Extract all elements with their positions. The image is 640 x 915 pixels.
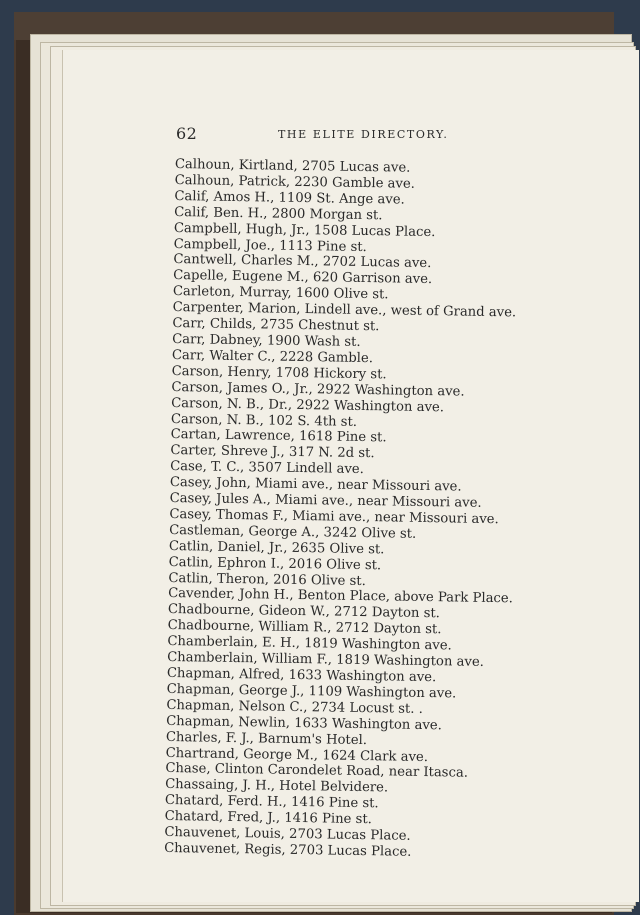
directory-entry: Chamberlain, William F., 1819 Washington ave. <box>167 650 484 671</box>
running-title: THE ELITE DIRECTORY. <box>278 128 449 141</box>
directory-entry: Chapman, Newlin, 1633 Washington ave. <box>166 713 442 733</box>
directory-entry: Chapman, Alfred, 1633 Washington ave. <box>166 665 437 686</box>
page-number: 62 <box>176 124 198 143</box>
directory-entry: Carson, James O., Jr., 2922 Washington ave. <box>171 379 465 400</box>
directory-entry: Chadbourne, William R., 2712 Dayton st. <box>167 618 442 638</box>
directory-entries <box>164 157 595 863</box>
directory-entry: Chadbourne, Gideon W., 2712 Dayton st. <box>167 602 441 622</box>
directory-entry: Catlin, Theron, 2016 Olive st. <box>168 570 366 589</box>
directory-entry: Cartan, Lawrence, 1618 Pine st. <box>170 427 387 446</box>
directory-entry: Calif, Amos H., 1109 St. Ange ave. <box>174 188 405 208</box>
directory-entry: Catlin, Daniel, Jr., 2635 Olive st. <box>168 538 385 558</box>
directory-entry: Chase, Clinton Carondelet Road, near Itasca. <box>165 761 469 782</box>
directory-entry: Cavender, John H., Benton Place, above Park Place. <box>168 586 513 607</box>
directory-entry: Chauvenet, Regis, 2703 Lucas Place. <box>164 840 412 860</box>
directory-entry: Carter, Shreve J., 317 N. 2d st. <box>170 443 375 462</box>
directory-entry: Casey, Thomas F., Miami ave., near Missouri ave. <box>169 506 499 528</box>
directory-entry: Casey, Jules A., Miami ave., near Missouri ave. <box>169 490 482 511</box>
directory-entry: Chamberlain, E. H., 1819 Washington ave. <box>167 634 452 654</box>
directory-entry: Calhoun, Kirtland, 2705 Lucas ave. <box>174 157 411 176</box>
directory-entry: Chapman, Nelson C., 2734 Locust st. . <box>166 697 423 717</box>
directory-entry: Chatard, Ferd. H., 1416 Pine st. <box>164 793 379 812</box>
directory-entry: Carson, Henry, 1708 Hickory st. <box>171 363 387 383</box>
page-header <box>176 124 576 146</box>
directory-entry: Calif, Ben. H., 2800 Morgan st. <box>174 204 383 223</box>
directory-entry: Carr, Dabney, 1900 Wash st. <box>172 331 361 350</box>
directory-entry: Campbell, Joe., 1113 Pine st. <box>173 236 367 255</box>
directory-entry: Cantwell, Charles M., 2702 Lucas ave. <box>173 252 432 272</box>
directory-entry: Casey, John, Miami ave., near Missouri ave. <box>169 475 462 495</box>
directory-entry: Chatard, Fred, J., 1416 Pine st. <box>164 809 372 828</box>
directory-entry: Chartrand, George M., 1624 Clark ave. <box>165 745 429 765</box>
directory-entry: Capelle, Eugene M., 620 Garrison ave. <box>173 268 433 288</box>
directory-entry: Calhoun, Patrick, 2230 Gamble ave. <box>174 172 416 192</box>
directory-entry: Carr, Childs, 2735 Chestnut st. <box>172 316 380 335</box>
directory-entry: Carr, Walter C., 2228 Gamble. <box>171 347 374 367</box>
directory-entry: Case, T. C., 3507 Lindell ave. <box>170 459 364 478</box>
directory-entry: Chapman, George J., 1109 Washington ave. <box>166 681 457 702</box>
directory-entry: Carson, N. B., Dr., 2922 Washington ave. <box>171 395 445 415</box>
directory-entry: Castleman, George A., 3242 Olive st. <box>169 522 417 542</box>
directory-entry: Carleton, Murray, 1600 Olive st. <box>172 284 389 303</box>
directory-entry: Charles, F. J., Barnum's Hotel. <box>165 729 368 748</box>
directory-entry: Catlin, Ephron I., 2016 Olive st. <box>168 554 382 573</box>
directory-entry: Chauvenet, Louis, 2703 Lucas Place. <box>164 824 411 844</box>
directory-entry: Chassaing, J. H., Hotel Belvidere. <box>165 777 389 796</box>
directory-entry: Campbell, Hugh, Jr., 1508 Lucas Place. <box>173 220 436 240</box>
directory-entry: Carpenter, Marion, Lindell ave., west of Grand ave. <box>172 300 517 321</box>
directory-entry: Carson, N. B., 102 S. 4th st. <box>170 411 358 430</box>
